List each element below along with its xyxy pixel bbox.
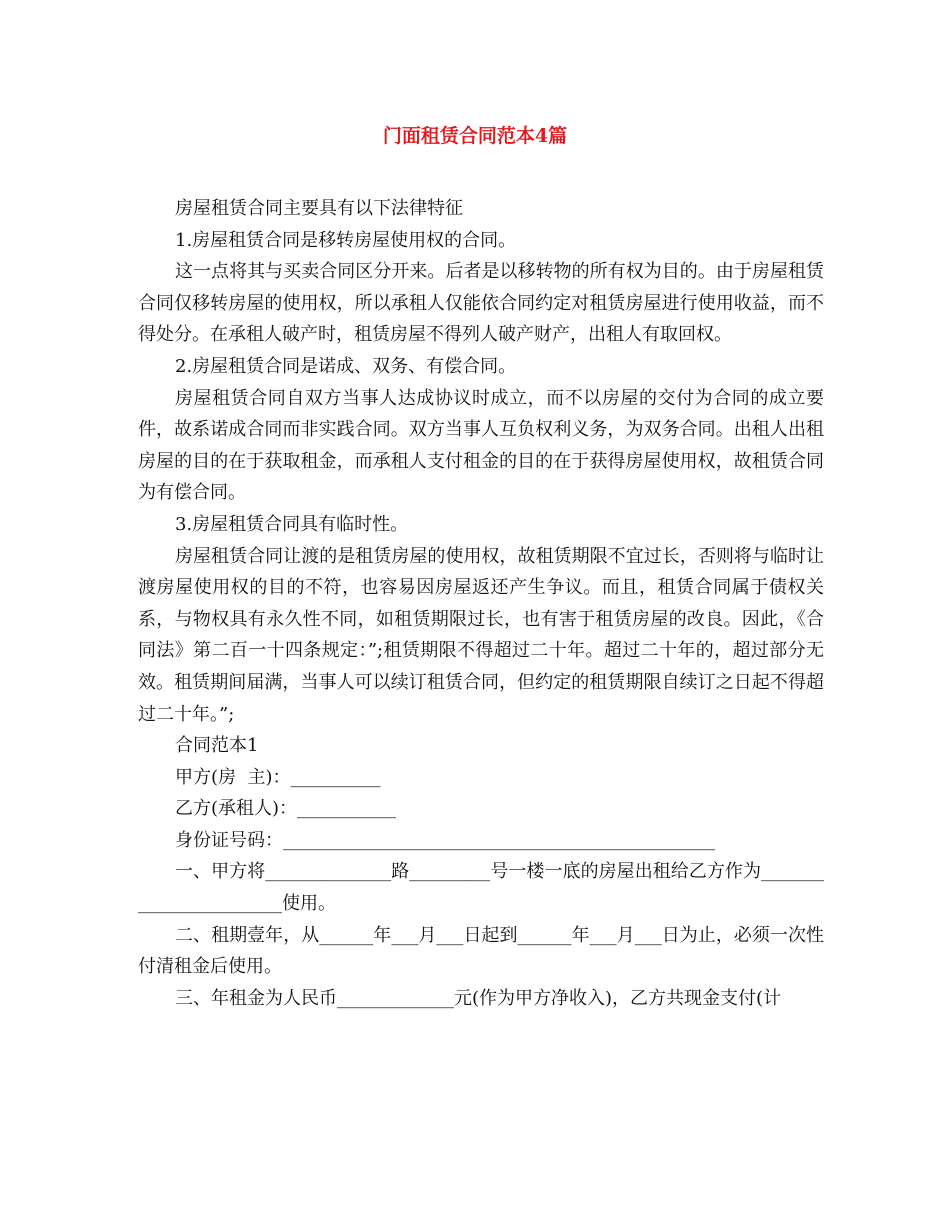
paragraph: 身份证号码：________________________________________________	[175, 829, 715, 851]
paragraph: 这一点将其与买卖合同区分开来。后者是以移转物的所有权为目的。由于房屋租赁合同仅移转房屋的使用权，所以承租人仅能依合同约定对租赁房屋进行使用收益，而不得处分。在承租人破产时，租赁房屋不得列人破产财产，出租人有取回权。	[138, 261, 824, 346]
paragraph: 一、甲方将______________路_________号一楼一底的房屋出租给乙方作为_______________________使用。	[138, 861, 824, 915]
paragraph: 2.房屋租赁合同是诺成、双务、有偿合同。	[175, 355, 517, 377]
document-title: 门面租赁合同范本4篇	[382, 125, 568, 147]
paragraph: 三、年租金为人民币_____________元(作为甲方净收入)，乙方共现金支付(计	[175, 987, 782, 1009]
paragraph: 房屋租赁合同自双方当事人达成协议时成立，而不以房屋的交付为合同的成立要件，故系诺成合同而非实践合同。双方当事人互负权利义务，为双务合同。出租人出租房屋的目的在于获取租金，而承租人支付租金的目的在于获得房屋使用权，故租赁合同为有偿合同。	[138, 387, 824, 504]
paragraph: 1.房屋租赁合同是移转房屋使用权的合同。	[175, 229, 517, 251]
document-body	[138, 193, 824, 1014]
paragraph: 房屋租赁合同让渡的是租赁房屋的使用权，故租赁期限不宜过长，否则将与临时让渡房屋使用权的目的不符，也容易因房屋返还产生争议。而且，租赁合同属于债权关系，与物权具有永久性不同，如租赁期限过长，也有害于租赁房屋的改良。因此，《合同法》第二百一十四条规定：”;租赁期限不得超过二十年。超过二十年的，超过部分无效。租赁期间届满，当事人可以续订租赁合同，但约定的租赁期限自续订之日起不得超过二十年。”;	[138, 545, 824, 725]
paragraph: 3.房屋租赁合同具有临时性。	[175, 513, 409, 535]
paragraph: 甲方(房 主)：__________	[175, 766, 381, 788]
paragraph: 房屋租赁合同主要具有以下法律特征	[175, 198, 463, 219]
paragraph: 合同范本1	[175, 735, 259, 757]
paragraph: 二、租期壹年，从______年___月___日起到______年___月___日为止，必须一次性付清租金后使用。	[138, 924, 824, 978]
paragraph: 乙方(承租人)：___________	[175, 798, 397, 820]
